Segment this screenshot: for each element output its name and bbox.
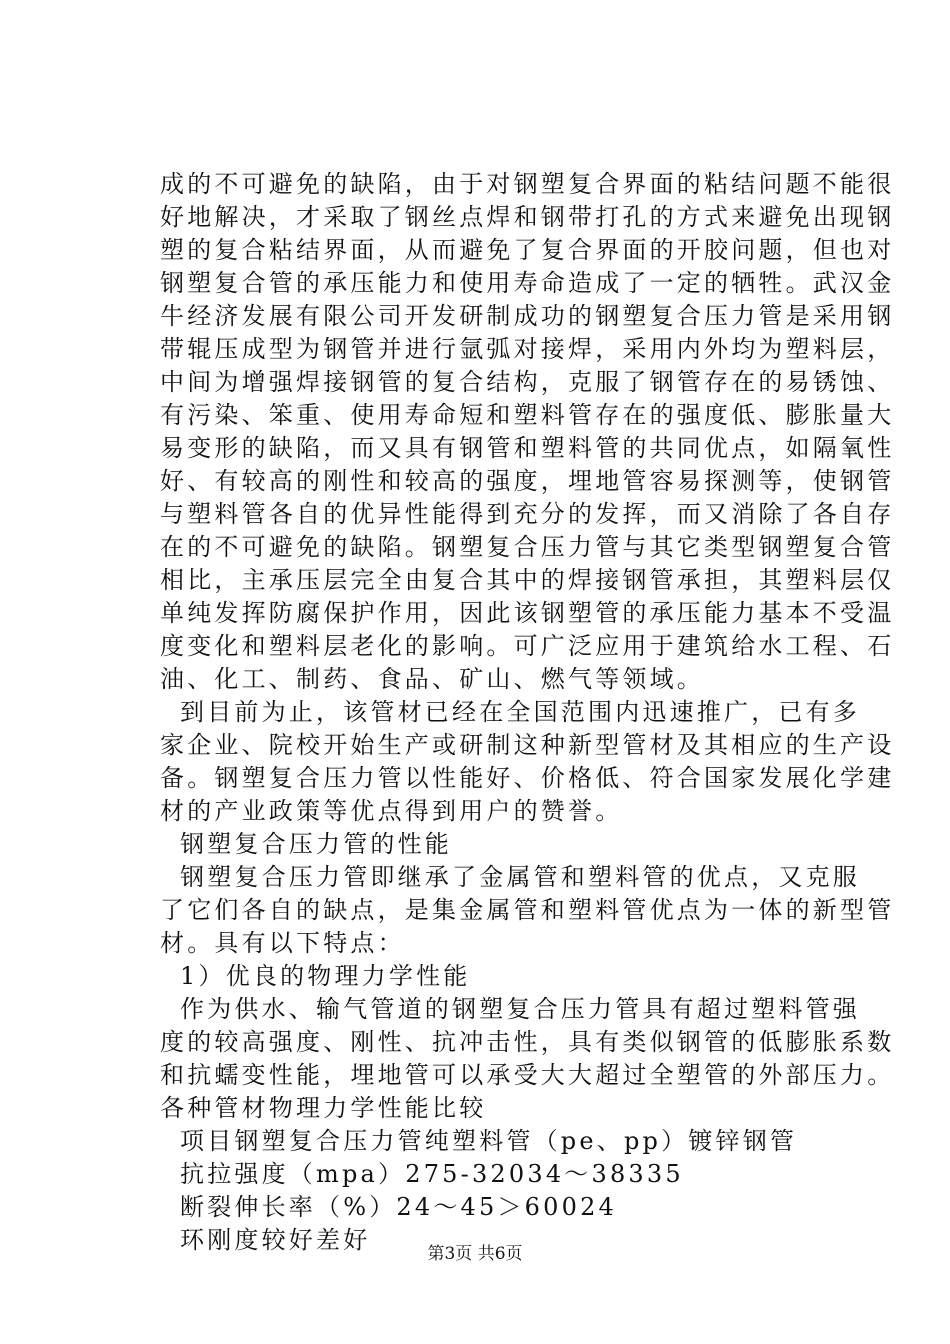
text-line: 各种管材物理力学性能比较 (160, 1094, 487, 1122)
text-line: 作为供水、输气管道的钢塑复合压力管具有超过塑料管强 (180, 995, 860, 1023)
text-line: 了它们各自的缺点，是集金属管和塑料管优点为一体的新型管 (160, 896, 895, 924)
text-line: 好、有较高的刚性和较高的强度，埋地管容易探测等，使钢管 (160, 467, 895, 495)
body-text (160, 168, 895, 1257)
text-line: 家企业、院校开始生产或研制这种新型管材及其相应的生产设 (160, 731, 895, 759)
text-line: 中间为增强焊接钢管的复合结构，克服了钢管存在的易锈蚀、 (160, 368, 895, 396)
text-line: 易变形的缺陷，而又具有钢管和塑料管的共同优点，如隔氧性 (160, 434, 895, 462)
text-line: 项目钢塑复合压力管纯塑料管（pe、pp）镀锌钢管 (180, 1127, 798, 1155)
text-line: 断裂伸长率（%）24～45＞60024 (180, 1193, 618, 1221)
text-line: 钢塑复合压力管的性能 (180, 830, 452, 858)
page-footer: 第3页 共6页 (427, 1244, 523, 1264)
text-line: 相比，主承压层完全由复合其中的焊接钢管承担，其塑料层仅 (160, 566, 895, 594)
text-line: 备。钢塑复合压力管以性能好、价格低、符合国家发展化学建 (160, 764, 895, 792)
text-line: 单纯发挥防腐保护作用，因此该钢塑管的承压能力基本不受温 (160, 599, 895, 627)
text-line: 钢塑复合管的承压能力和使用寿命造成了一定的牺牲。武汉金 (160, 269, 895, 297)
text-line: 与塑料管各自的优异性能得到充分的发挥，而又消除了各自存 (160, 500, 895, 528)
text-line: 钢塑复合压力管即继承了金属管和塑料管的优点，又克服 (180, 863, 860, 891)
text-line: 和抗蠕变性能，埋地管可以承受大大超过全塑管的外部压力。 (160, 1061, 895, 1089)
text-line: 成的不可避免的缺陷，由于对钢塑复合界面的粘结问题不能很 (160, 170, 895, 198)
text-line: 牛经济发展有限公司开发研制成功的钢塑复合压力管是采用钢 (160, 302, 895, 330)
text-line: 有污染、笨重、使用寿命短和塑料管存在的强度低、膨胀量大 (160, 401, 895, 429)
text-line: 到目前为止，该管材已经在全国范围内迅速推广，已有多 (180, 698, 860, 726)
text-line: 1）优良的物理力学性能 (180, 962, 471, 990)
text-line: 抗拉强度（mpa）275-32034～38335 (180, 1160, 684, 1188)
text-line: 在的不可避免的缺陷。钢塑复合压力管与其它类型钢塑复合管 (160, 533, 895, 561)
text-line: 环刚度较好差好 (180, 1226, 371, 1254)
text-line: 材的产业政策等优点得到用户的赞誉。 (160, 797, 623, 825)
text-line: 带辊压成型为钢管并进行氩弧对接焊，采用内外均为塑料层， (160, 335, 895, 363)
text-line: 塑的复合粘结界面，从而避免了复合界面的开胶问题，但也对 (160, 236, 895, 264)
text-line: 油、化工、制药、食品、矿山、燃气等领域。 (160, 665, 704, 693)
text-line: 度的较高强度、刚性、抗冲击性，具有类似钢管的低膨胀系数 (160, 1028, 895, 1056)
text-line: 好地解决，才采取了钢丝点焊和钢带打孔的方式来避免出现钢 (160, 203, 895, 231)
text-line: 度变化和塑料层老化的影响。可广泛应用于建筑给水工程、石 (160, 632, 895, 660)
text-line: 材。具有以下特点： (160, 929, 405, 957)
